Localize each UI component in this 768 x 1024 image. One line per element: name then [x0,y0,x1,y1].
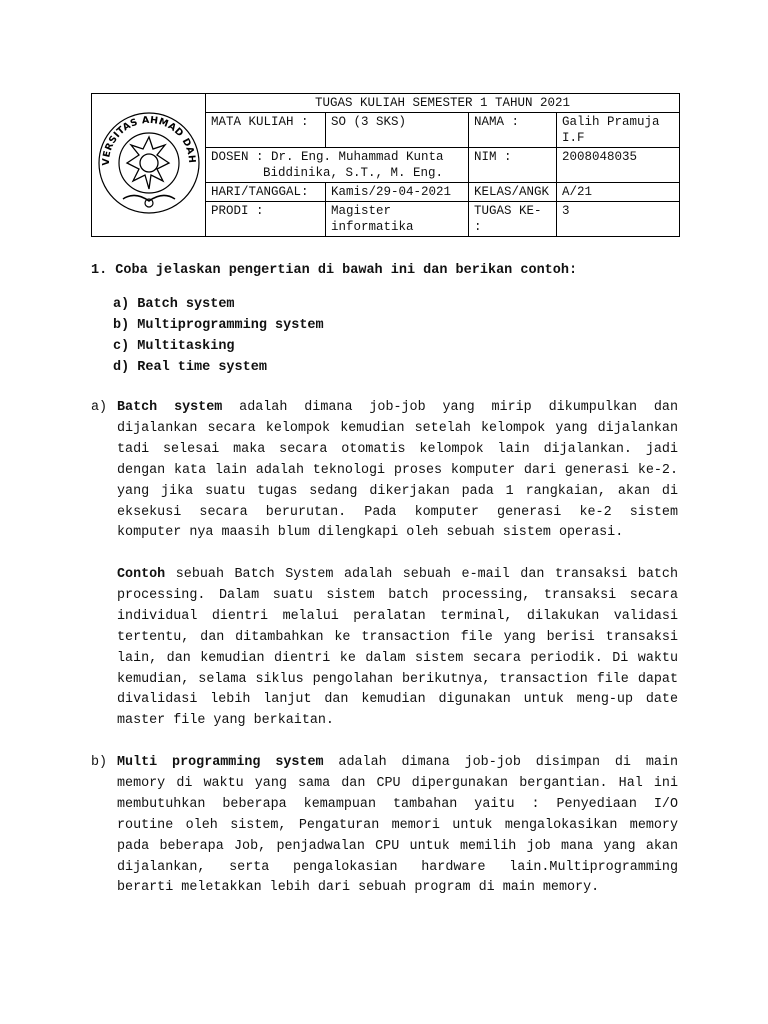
tugas-label: TUGAS KE- : [469,202,557,237]
dosen-cell [206,148,469,183]
dosen-line-2: Biddinika, S.T., M. Eng. [263,166,444,180]
university-logo-icon [95,101,203,225]
answer-a-marker: a) [91,400,108,415]
contoh-term: Contoh [117,567,166,582]
contoh-paragraph [117,565,678,732]
contoh-text: sebuah Batch System adalah sebuah e-mail dan transaksi batch processing. Dalam suatu sistem batch processing, transaksi secara individual dientri melalui peralatan terminal, dilakukan validasi tertentu, dan ditambahkan ke transaction file yang berisi transaksi lain, dan kemudian dientri ke dalam sistem secara periodik. Di waktu kemudian, selama siklus pengolahan berikutnya, transaction file dapat divalidasi lebih lanjut dan kemudian digunakan untuk meng-up date master file yang berkaitan. [117,567,678,729]
nim-label: NIM : [469,148,557,183]
question-1: 1. Coba jelaskan pengertian di bawah ini dan berikan contoh: [91,263,578,278]
kelas-value: A/21 [557,183,680,202]
answer-a-paragraph [117,398,678,544]
hari-label: HARI/TANGGAL: [206,183,326,202]
answer-b-paragraph [117,753,678,899]
dosen-line-1: DOSEN : Dr. Eng. Muhammad Kunta [211,150,444,164]
document-title: TUGAS KULIAH SEMESTER 1 TAHUN 2021 [206,94,680,113]
answer-a-text: adalah dimana job-job yang mirip dikumpulkan dan dijalankan secara kelompok kemudian setelah kelompok yang dijalankan tadi selesai maka secara otomatis kelompok lain dijalankan. jadi dengan kata lain adalah teknologi proses komputer dari generasi ke-2. yang jika suatu tugas sedang dikerjakan pada 1 rangkaian, akan di eksekusi secara berurutan. Pada komputer generasi ke-2 sistem komputer nya maasih blum dilengkapi oleh sebuah sistem operasi. [117,400,678,541]
nama-label: NAMA : [469,113,557,148]
question-item-c: c) Multitasking [113,339,235,354]
question-item-b: b) Multiprogramming system [113,318,324,333]
answer-b-term: Multi programming system [117,755,324,770]
prodi-value: Magister informatika [326,202,469,237]
kelas-label: KELAS/ANGK [469,183,557,202]
question-items [113,294,324,378]
answer-b-text: adalah dimana job-job disimpan di main memory di waktu yang sama dan CPU dipergunakan bergantian. Hal ini membutuhkan beberapa kemampuan tambahan yaitu : Penyediaan I/O routine oleh sistem, Pengaturan memori untuk mengalokasikan memory pada beberapa Job, penjadwalan CPU untuk memilih job mana yang akan dijalankan, serta pengalokasian hardware lain.Multiprogramming berarti meletakkan lebih dari sebuah program di main memory. [117,755,678,896]
header-table [91,93,680,237]
university-logo-cell [92,94,206,237]
logo-text: VERSITAS AHMAD DAH [100,114,197,166]
prodi-label: PRODI : [206,202,326,237]
question-item-a: a) Batch system [113,297,235,312]
nama-value: Galih Pramuja I.F [557,113,680,148]
mata-kuliah-value: SO (3 SKS) [326,113,469,148]
answer-b-marker: b) [91,755,108,770]
nim-value: 2008048035 [557,148,680,183]
tugas-value: 3 [557,202,680,237]
question-item-d: d) Real time system [113,360,267,375]
hari-value: Kamis/29-04-2021 [326,183,469,202]
mata-kuliah-label: MATA KULIAH : [206,113,326,148]
answer-a-term: Batch system [117,400,223,415]
